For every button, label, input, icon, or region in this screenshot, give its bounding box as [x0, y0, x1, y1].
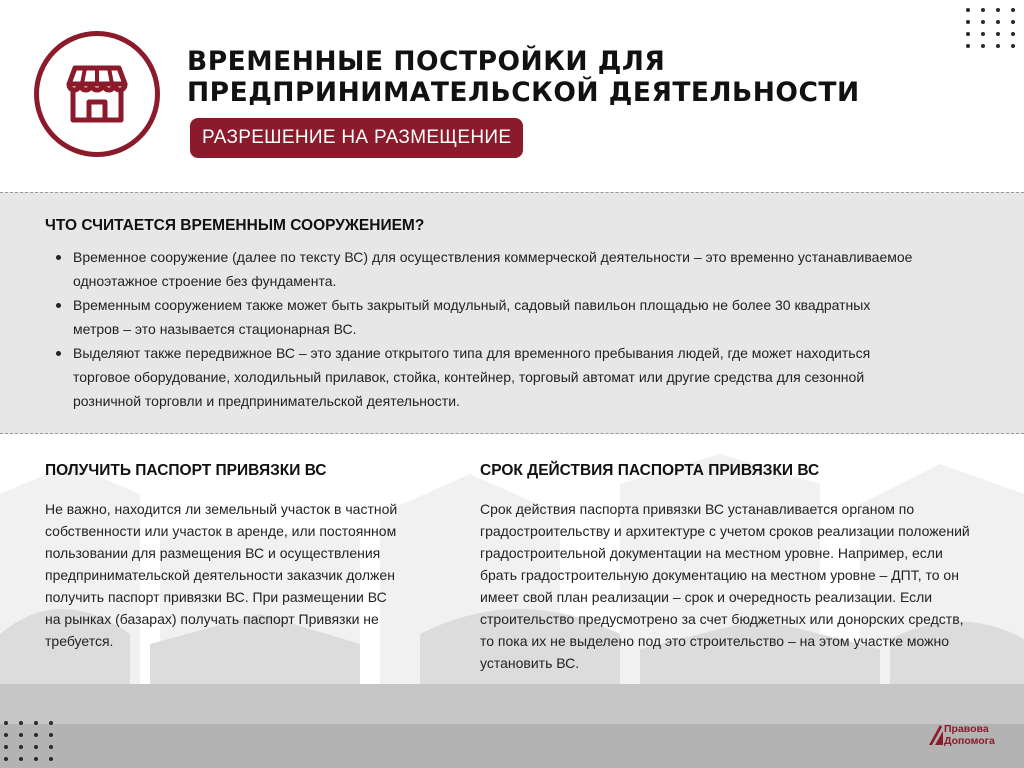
passport-text: Не важно, находится ли земельный участок в частной собственности или участок в аренде, или постоянном пользовании для размещения ВС и осуществления предпринимательской деятельности заказчик должен получить паспорт привязки ВС. При размещении ВС на рынках (базарах) получать паспорт Привязки не требуется. [45, 501, 398, 649]
definition-item: Выделяют также передвижное ВС – это здание открытого типа для временного пребывания людей, где может находиться торговое оборудование, холодильный прилавок, стойка, контейнер, торговый автомат или другие средства для сезонной розничной торговли и предпринимательской деятельности. [45, 341, 915, 413]
brand-name-line-1: Правова [944, 723, 989, 735]
validity-text: Срок действия паспорта привязки ВС устанавливается органом по градостроительству и архитектуре с учетом сроков реализации положений градостроительной документации на местном уровне. Например, если брать градостроительную документацию на местном уровне – ДПТ, то он имеет свой план реализации – срок и очередность реализации. Если строительство предусмотрено за счет бюджетных или донорских средств, то пока их не выделено под это строительство – на этом участке можно установить ВС. [480, 501, 970, 671]
subtitle-badge: РАЗРЕШЕНИЕ НА РАЗМЕЩЕНИЕ [190, 118, 523, 158]
definition-item: Временным сооружением также может быть закрытый модульный, садовый павильон площадью не более 30 квадратных метров – это называется стационарная ВС. [45, 293, 915, 341]
title-line-1: ВРЕМЕННЫЕ ПОСТРОЙКИ ДЛЯ [187, 46, 666, 77]
header [0, 0, 1024, 192]
definition-heading: ЧТО СЧИТАЕТСЯ ВРЕМЕННЫМ СООРУЖЕНИЕМ? [45, 217, 425, 234]
logo-badge [34, 31, 160, 157]
brand-name-line-2: Допомога [944, 735, 995, 747]
details-section [0, 434, 1024, 768]
passport-column [45, 462, 405, 652]
definition-section [0, 192, 1024, 434]
passport-heading: ПОЛУЧИТЬ ПАСПОРТ ПРИВЯЗКИ ВС [45, 462, 327, 479]
title-line-2: ПРЕДПРИНИМАТЕЛЬСКОЙ ДЕЯТЕЛЬНОСТИ [187, 77, 860, 108]
brand-logo [926, 721, 1006, 751]
market-stall-icon [65, 62, 129, 126]
validity-heading: СРОК ДЕЙСТВИЯ ПАСПОРТА ПРИВЯЗКИ ВС [480, 462, 820, 479]
decorative-dots-top [966, 8, 1015, 48]
decorative-dots-bottom [4, 721, 53, 761]
definition-list [45, 245, 915, 413]
validity-column [480, 462, 980, 674]
brand-mark-icon [926, 723, 944, 747]
page-title [187, 46, 860, 108]
definition-item: Временное сооружение (далее по тексту ВС) для осуществления коммерческой деятельности – это временно устанавливаемое одноэтажное строение без фундамента. [45, 245, 915, 293]
